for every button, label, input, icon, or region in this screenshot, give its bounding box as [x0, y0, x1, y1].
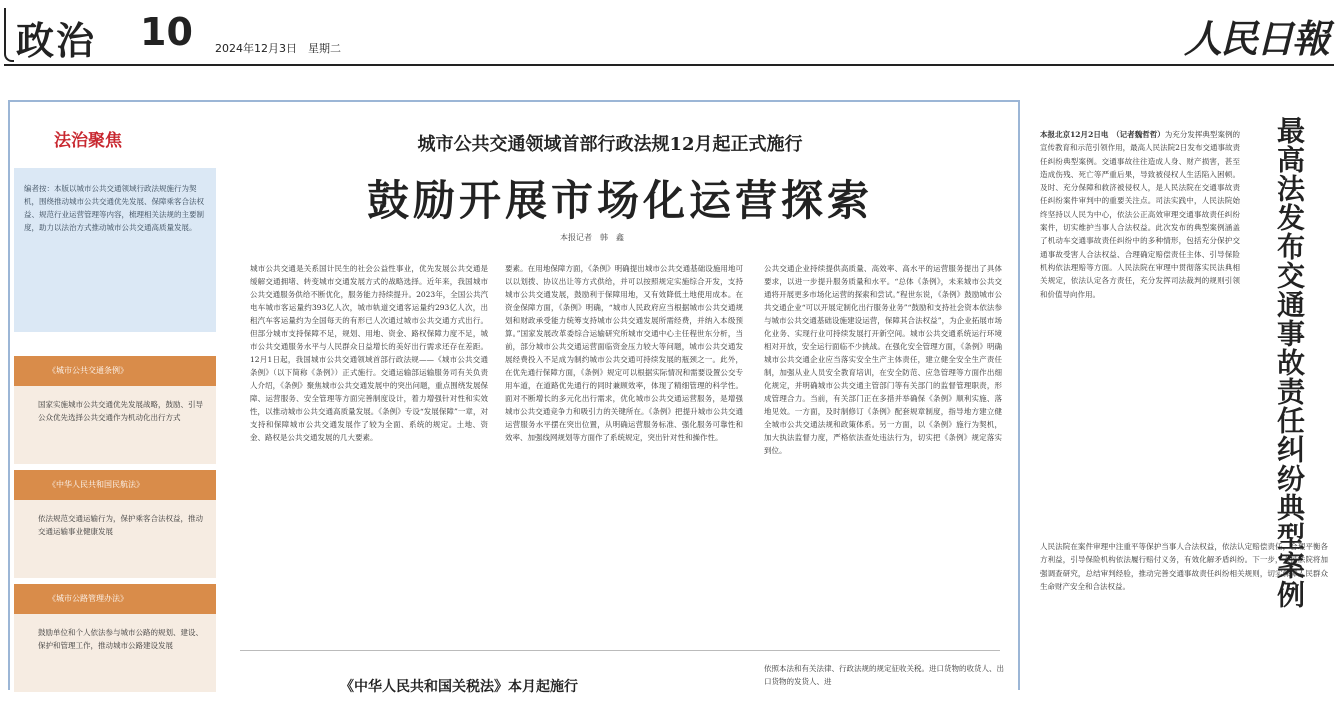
focus-section-label: 法治聚焦	[54, 131, 122, 151]
publication-date: 2024年12月3日 星期二	[215, 42, 341, 55]
article-column-3: 公共交通企业持续提供高质量、高效率、高水平的运营服务提出了具体要求，以进一步提升服务质量和水平。“总体《条例》，未来城市公共交通将开展更多市场化运营的探索和尝试。”程世东说，《条例》鼓励城市公共交通企业“可以开展定制化出行服务业务”“鼓励和支持社会资本依法参与城市公共交通基础设施建设运营，保障其合法权益”，为企业拓展市场化业务、实现行业可持续发展打开新空间。城市公共交通系统运行环境相对开放，安全运行面临不少挑战。在强化安全管理方面，《条例》明确城市公共交通企业应当落实安全生产主体责任，建立健全安全生产责任制，加强从业人员安全教育培训，在安全防范、应急管理等方面作出细化规定，并明确城市公共交通主管部门等有关部门的监督管理职责，形成管理合力。当前，有关部门正在多措并举确保《条例》顺利实施、落地见效。一方面，及时制修订《条例》配套规章制度，指导地方建立健全城市公共交通法规和政策体系。另一方面，以《条例》施行为契机，加大执法监督力度，严格依法查处违法行为，切实把《条例》规定落实到位。	[764, 264, 1002, 455]
right-article-continuation: 人民法院在案件审理中注重平等保护当事人合法权益，依法认定赔偿责任，合理平衡各方利益，引导保险机构依法履行赔付义务，有效化解矛盾纠纷。下一步，人民法院将加强调查研究，总结审判经验，推动完善交通事故责任纠纷相关规则，切实保障人民群众生命财产安全和合法权益。	[1040, 542, 1328, 591]
next-article-headline: 《中华人民共和国关税法》本月起施行	[340, 679, 578, 695]
sidebar	[14, 108, 216, 688]
right-article-headline: 最高法发布交通事故责任纠纷典型案例	[1273, 116, 1306, 609]
sidebar-tag-2: 《中华人民共和国民航法》	[14, 470, 216, 500]
section-title: 政治	[16, 18, 97, 63]
sidebar-item-2: 依法规范交通运输行为，保护乘客合法权益，推动交通运输事业健康发展	[14, 500, 216, 578]
editor-note-box: 编者按：本版以城市公共交通领域行政法规施行为契机，围绕推动城市公共交通优先发展、保障乘客合法权益、规范行业运营管理等内容，梳理相关法规的主要制度，助力以法治方式推动城市公共交通高质量发展。	[14, 168, 216, 332]
sidebar-tag-3: 《城市公路管理办法》	[14, 584, 216, 614]
masthead-rule	[4, 64, 1334, 66]
right-article-body: 为充分发挥典型案例的宣传教育和示范引领作用，最高人民法院2日发布交通事故责任纠纷典型案例。交通事故往往造成人身、财产损害，甚至造成伤残、死亡等严重后果，导致被侵权人生活陷入困顿。及时、充分保障和救济被侵权人，是人民法院在交通事故责任纠纷案件审判中的重要关注点。司法实践中，人民法院始终坚持以人民为中心，依法公正高效审理交通事故责任纠纷案件，切实维护当事人合法权益。此次发布的典型案例涵盖了机动车交通事故责任纠纷中的多种情形，包括充分保护交通事故受害人合法权益、合理确定赔偿责任主体、引导保险机构依法理赔等方面。人民法院在审理中贯彻落实民法典相关规定，依法认定各方责任，充分发挥司法裁判的规则引领和价值导向作用。	[1040, 130, 1240, 299]
article-column-1: 城市公共交通是关系国计民生的社会公益性事业，优先发展公共交通是缓解交通拥堵、转变城市交通发展方式的战略选择。近年来，我国城市公共交通服务供给不断优化，服务能力持续提升。2023年，全国公共汽电车城市客运量约393亿人次，城市轨道交通客运量约293亿人次，出租汽车客运量约为全国每天的有形已人次通过城市公共交通方式出行。但部分城市支持保障不足，规划、用地、资金、路权保障力度不足，城市公共交通服务水平与人民群众日益增长的美好出行需求还存在差距。12月1日起，我国城市公共交通领域首部行政法规——《城市公共交通条例》（以下简称《条例》）正式施行。交通运输部运输服务司有关负责人介绍，《条例》聚焦城市公共交通发展中的突出问题，重点围绕发展保障、运营服务、安全管理等方面完善制度设计，着力增强针对性和实效性，以推动城市公共交通高质量发展。《条例》专设“发展保障”一章，对支持和保障城市公共交通发展作了较为全面、系统的规定。土地、资金、路权是公共交通发展的几大要素。	[250, 264, 488, 442]
masthead	[0, 0, 1338, 66]
sidebar-item-3: 鼓励单位和个人依法参与城市公路的规划、建设、保护和管理工作，推动城市公路建设发展	[14, 614, 216, 692]
sidebar-tag-1: 《城市公共交通条例》	[14, 356, 216, 386]
right-article-lead: 本报北京12月2日电 （记者魏哲哲）	[1040, 130, 1165, 139]
article-column-2: 要素。在用地保障方面，《条例》明确提出城市公共交通基础设施用地可以以划拨、协议出让等方式供给，并可以按照规定实施综合开发，支持城市公共交通发展，鼓励利于保障用地，又有效降低土地使用成本。在资金保障方面，《条例》明确，“城市人民政府应当根据城市公共交通规划和财政承受能力统筹支持城市公共交通发展所需经费，并纳入本级预算。”国家发展改革委综合运输研究所城市交通中心主任程世东分析，当前，部分城市公共交通运营面临资金压力较大等问题，城市公共交通发展经费投入不足成为制约城市公共交通可持续发展的瓶颈之一。此外，在优先通行保障方面，《条例》规定可以根据实际情况和需要设置公交专用车道，在道路优先通行的同时兼顾效率，体现了精细管理的科学性。面对不断增长的多元化出行需求，优化城市公共交通运营服务，是增强城市公共交通竞争力和吸引力的关键所在。《条例》把提升城市公共交通运营服务水平摆在突出位置，从明确运营服务标准、强化服务可靠性和效率、加强线网规划等方面作了系统规定，突出针对性和操作性。	[505, 264, 743, 442]
article-headline: 鼓励开展市场化运营探索	[366, 176, 873, 225]
newspaper-logo: 人民日報	[1183, 16, 1328, 61]
section-divider	[240, 650, 1000, 651]
article-kicker: 城市公共交通领域首部行政法规12月起正式施行	[417, 134, 803, 155]
next-article-text: 依照本法和有关法律、行政法规的规定征收关税。进口货物的收货人、出口货物的发货人、进	[764, 664, 1004, 686]
page-number: 10	[140, 10, 193, 54]
masthead-bracket	[4, 8, 14, 62]
article-byline: 本报记者 韩 鑫	[560, 233, 624, 242]
sidebar-item-1: 国家实施城市公共交通优先发展战略，鼓励、引导公众优先选择公共交通作为机动化出行方式	[14, 386, 216, 464]
